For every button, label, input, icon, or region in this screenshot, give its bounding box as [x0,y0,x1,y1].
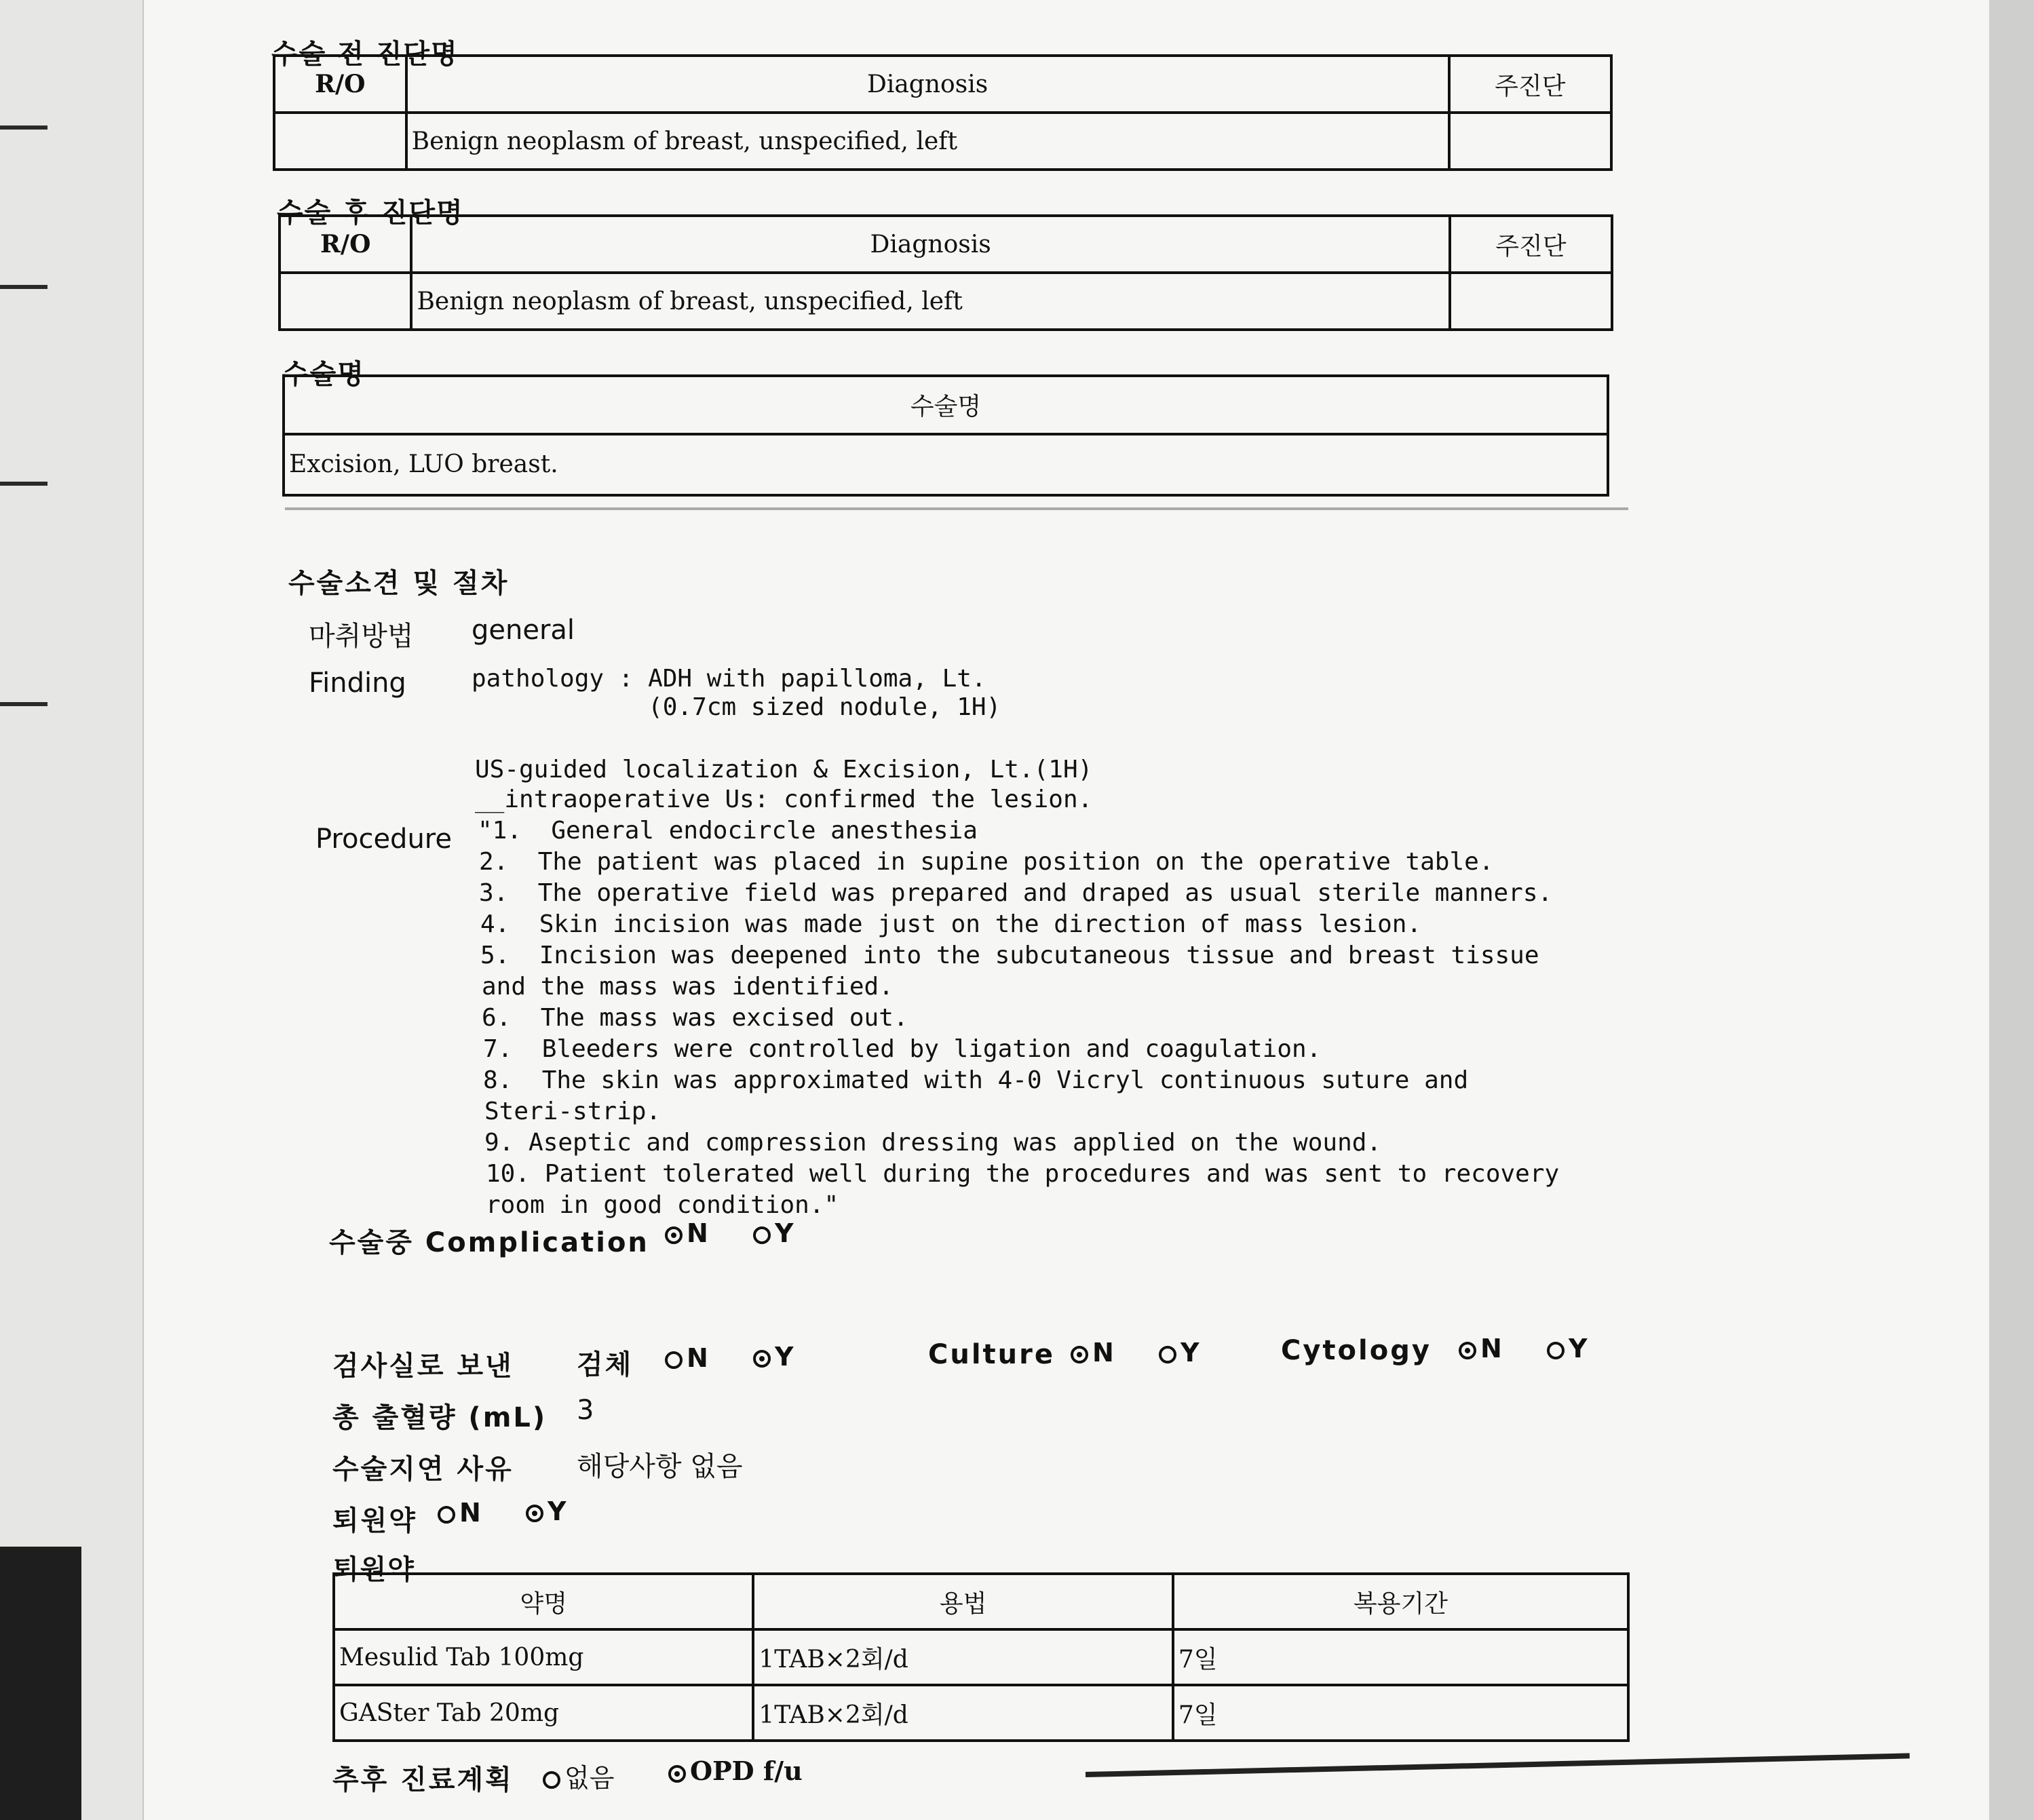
finding-line: (0.7cm sized nodule, 1H) [472,693,1001,721]
delay-value: 해당사항 없음 [577,1451,743,1482]
desk-mark [0,702,47,706]
procedure-line: 9. Aseptic and compression dressing was applied on the wound. [484,1129,1382,1157]
pre-op-diagnosis-header: Diagnosis [406,56,1449,113]
followup-radio-none[interactable]: 없음 [543,1757,614,1794]
procedure-line: Steri-strip. [484,1098,661,1125]
background-edge [1988,0,2034,1820]
procedure-line: "1. General endocircle anesthesia [478,817,978,845]
procedure-line: 7. Bleeders were controlled by ligation and coagulation. [483,1035,1322,1063]
procedure-line: 6. The mass was excised out. [482,1004,908,1032]
radio-checked-icon [1459,1342,1476,1359]
med-duration-header: 복용기간 [1173,1574,1628,1629]
med-name-cell: Mesulid Tab 100mg [334,1629,753,1685]
discharge-med-radio-y[interactable]: Y [526,1496,567,1526]
complication-label: 수술중 Complication [329,1227,649,1258]
table-row [334,1685,1628,1741]
post-op-title: 수술 후 진단명 [277,197,464,229]
followup-radio-opd[interactable]: OPD f/u [668,1756,803,1786]
med-name-cell: GASter Tab 20mg [334,1685,753,1741]
discharge-med-radio-n[interactable]: N [438,1498,481,1528]
post-op-table [278,214,1613,331]
procedure-line: __intraoperative Us: confirmed the lesion. [475,786,1093,813]
radio-checked-icon [668,1765,686,1783]
pre-op-main-header: 주진단 [1449,56,1612,113]
blood-loss-label: 총 출혈량 (mL) [332,1402,548,1433]
procedure-line: 10. Patient tolerated well during the procedures and was sent to recovery [486,1160,1560,1188]
med-dosage-cell: 1TAB×2회/d [753,1685,1172,1741]
radio-checked-icon [526,1505,543,1522]
discharge-med-label: 퇴원약 [332,1505,417,1536]
followup-label: 추후 진료계획 [332,1764,514,1796]
radio-unchecked-icon [1547,1342,1565,1359]
anesthesia-value: general [472,615,575,646]
findings-title: 수술소견 및 절차 [288,568,510,599]
finding-line: pathology : ADH with papilloma, Lt. [472,665,986,693]
complication-radio-y[interactable]: Y [753,1218,794,1248]
procedure-line: 2. The patient was placed in supine position on the operative table. [479,848,1494,876]
post-op-main-cell [1450,273,1612,330]
procedure-line: 4. Skin incision was made just on the direction of mass lesion. [480,910,1422,938]
med-name-header: 약명 [334,1574,753,1629]
med-dosage-cell: 1TAB×2회/d [753,1629,1172,1685]
radio-checked-icon [753,1350,771,1368]
section-divider [285,507,1628,510]
specimen-radio-y[interactable]: Y [753,1342,794,1372]
radio-unchecked-icon [665,1351,683,1369]
pre-op-diagnosis-cell: Benign neoplasm of breast, unspecified, left [406,113,1449,170]
operation-value: Excision, LUO breast. [284,434,1608,495]
post-op-ro-cell [280,273,411,330]
operation-table [282,374,1609,497]
radio-checked-icon [1071,1346,1088,1363]
procedure-label: Procedure [315,824,452,855]
desk-mark [0,482,47,486]
post-op-diagnosis-header: Diagnosis [411,216,1449,273]
med-duration-cell: 7일 [1173,1629,1628,1685]
specimen-label: 검체 [577,1349,634,1380]
anesthesia-label: 마취방법 [309,621,414,652]
radio-unchecked-icon [753,1226,771,1244]
post-op-diagnosis-cell: Benign neoplasm of breast, unspecified, left [411,273,1449,330]
lab-label: 검사실로 보낸 [332,1351,514,1382]
delay-label: 수술지연 사유 [332,1454,514,1485]
blood-loss-value: 3 [577,1395,594,1426]
operation-header: 수술명 [284,376,1608,434]
cytology-radio-n[interactable]: N [1459,1334,1502,1363]
finding-label: Finding [309,667,406,699]
procedure-line: 5. Incision was deepened into the subcutaneous tissue and breast tissue [480,942,1539,969]
procedure-line: and the mass was identified. [482,973,894,1001]
culture-radio-n[interactable]: N [1071,1338,1114,1368]
med-duration-cell: 7일 [1173,1685,1628,1741]
procedure-line: US-guided localization & Excision, Lt.(1H) [475,756,1093,783]
pre-op-ro-header: R/O [274,56,406,113]
operation-title: 수술명 [282,359,365,390]
pre-op-ro-cell [274,113,406,170]
cytology-label: Cytology [1281,1335,1432,1366]
radio-checked-icon [665,1226,683,1244]
procedure-line: 8. The skin was approximated with 4-0 Vicryl continuous suture and [483,1066,1469,1094]
procedure-line: 3. The operative field was prepared and draped as usual sterile manners. [479,879,1553,907]
radio-unchecked-icon [543,1771,560,1789]
specimen-radio-n[interactable]: N [665,1343,708,1373]
post-op-main-header: 주진단 [1450,216,1612,273]
desk-mark [0,125,47,130]
pre-op-title: 수술 전 진단명 [271,39,459,70]
radio-unchecked-icon [438,1506,455,1524]
pre-op-table [273,54,1613,171]
desk-mark [0,285,47,289]
med-table [332,1572,1630,1742]
med-table-title: 퇴원약 [332,1554,415,1585]
complication-radio-n[interactable]: N [665,1218,708,1248]
pre-op-main-cell [1449,113,1612,170]
procedure-line: room in good condition." [486,1191,839,1219]
culture-radio-y[interactable]: Y [1159,1338,1200,1368]
med-dosage-header: 용법 [753,1574,1172,1629]
post-op-ro-header: R/O [280,216,411,273]
background-shadow [0,1547,81,1820]
culture-label: Culture [928,1339,1055,1370]
cytology-radio-y[interactable]: Y [1547,1334,1588,1363]
radio-unchecked-icon [1159,1346,1176,1363]
table-row [334,1629,1628,1685]
